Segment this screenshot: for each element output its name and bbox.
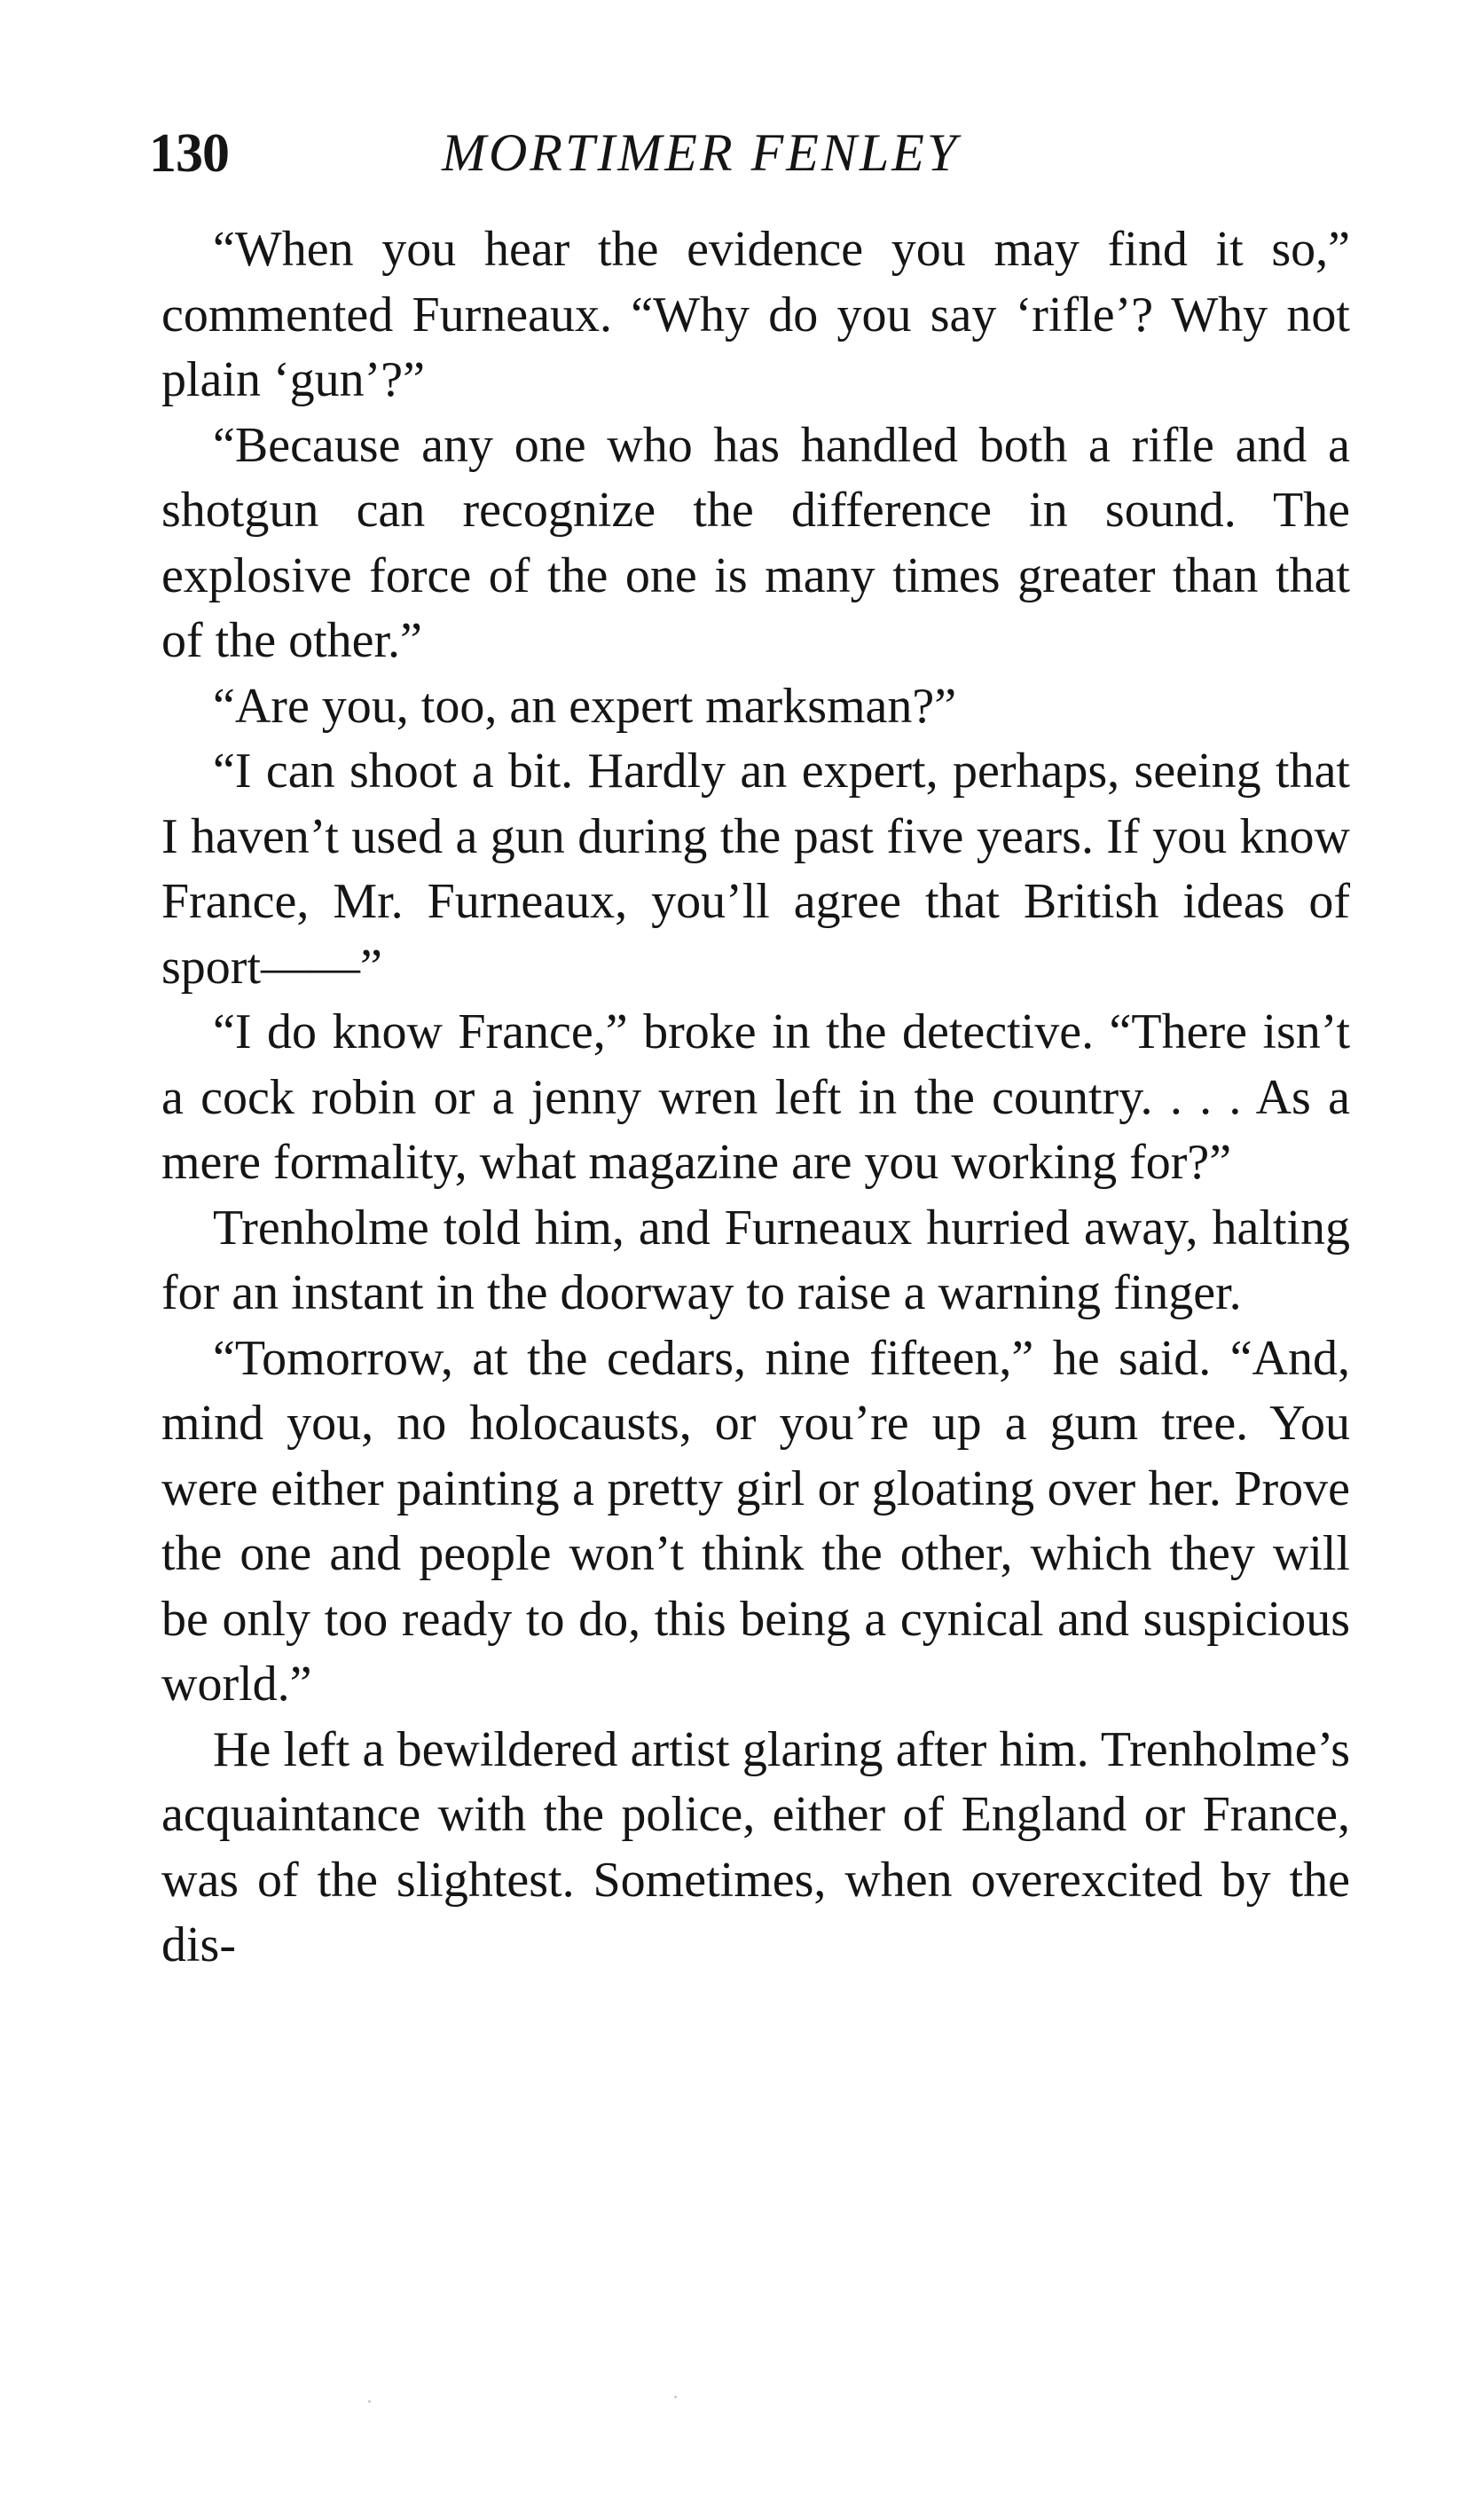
running-title: MORTIMER FENLEY bbox=[442, 123, 960, 182]
paragraph: “I do know France,” broke in the detective. “There isn’t a cock robin or a jenny wren left in the country. . . . As a mere formality, what magazine are you working for?” bbox=[161, 1004, 1350, 1190]
paragraph: “Because any one who has handled both a rifle and a shotgun can recognize the difference in sound. The explosive force of the one is many times greater than that of the other.” bbox=[161, 417, 1350, 668]
paragraph: “Tomorrow, at the cedars, nine fifteen,” he said. “And, mind you, no holocausts, or you’re up a gum tree. You were either painting a pretty girl or gloating over her. Prove the one and people won’t think the other, which they will be only too ready to do, this being a cynical and suspicious world.” bbox=[161, 1330, 1350, 1712]
paper-speck bbox=[674, 2396, 677, 2398]
paragraph: He left a bewildered artist glaring after him. Trenholme’s acquaintance with the police, either of England or France, was of the slightest. Sometimes, when overexcited by the dis- bbox=[161, 1721, 1350, 1972]
body-text bbox=[161, 217, 1350, 1979]
paragraph: “Are you, too, an expert marksman?” bbox=[213, 678, 957, 734]
paragraph: “When you hear the evidence you may find it so,” commented Furneaux. “Why do you say ‘rifle’? Why not plain ‘gun’?” bbox=[161, 222, 1350, 407]
paper-speck bbox=[368, 2400, 371, 2403]
paragraph: “I can shoot a bit. Hardly an expert, perhaps, seeing that I haven’t used a gun during the past five years. If you know France, Mr. Furneaux, you’ll agree that British ideas of sport——” bbox=[161, 744, 1350, 995]
page-header bbox=[149, 122, 1373, 193]
page-number: 130 bbox=[149, 123, 229, 184]
paragraph: Trenholme told him, and Furneaux hurried away, halting for an instant in the doorway to raise a warning finger. bbox=[161, 1200, 1350, 1320]
